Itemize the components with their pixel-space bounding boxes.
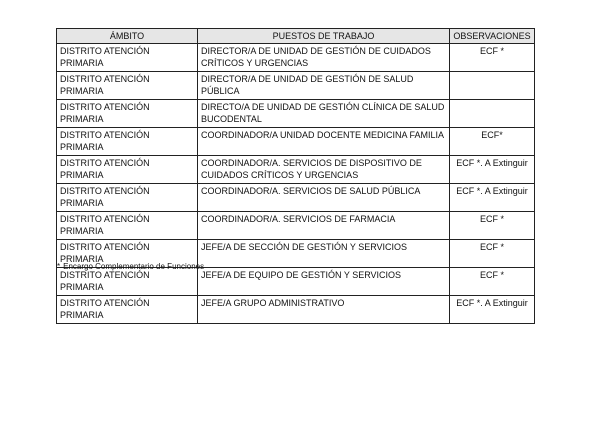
cell-ambito: DISTRITO ATENCIÓN PRIMARIA [57,100,198,128]
cell-ambito: DISTRITO ATENCIÓN PRIMARIA [57,212,198,240]
table-row [57,184,535,212]
cell-puesto: COORDINADOR/A UNIDAD DOCENTE MEDICINA FAMILIA [198,128,450,156]
cell-puesto: JEFE/A DE EQUIPO DE GESTIÓN Y SERVICIOS [198,268,450,296]
footnote [57,262,204,272]
cell-observaciones: ECF *. A Extinguir [450,156,535,184]
table-row [57,128,535,156]
cell-puesto: COORDINADOR/A. SERVICIOS DE SALUD PÚBLICA [198,184,450,212]
cell-observaciones: ECF* [450,128,535,156]
cell-observaciones [450,100,535,128]
table-row [57,156,535,184]
cell-puesto: COORDINADOR/A. SERVICIOS DE FARMACIA [198,212,450,240]
cell-observaciones: ECF *. A Extinguir [450,296,535,324]
cell-ambito: DISTRITO ATENCIÓN PRIMARIA [57,72,198,100]
cell-observaciones: ECF * [450,212,535,240]
cell-ambito: DISTRITO ATENCIÓN PRIMARIA [57,156,198,184]
cell-observaciones: ECF * [450,268,535,296]
cell-observaciones: ECF *. A Extinguir [450,184,535,212]
header-observaciones: OBSERVACIONES [450,29,535,44]
footnote-text: Encargo Complementario de Funciones [63,262,205,271]
footnote-mark: * [57,262,61,271]
cell-observaciones: ECF * [450,44,535,72]
table-row [57,212,535,240]
header-puestos: PUESTOS DE TRABAJO [198,29,450,44]
table-row [57,100,535,128]
cell-ambito: DISTRITO ATENCIÓN PRIMARIA [57,184,198,212]
cell-puesto: COORDINADOR/A. SERVICIOS DE DISPOSITIVO DE CUIDADOS CRÍTICOS Y URGENCIAS [198,156,450,184]
cell-puesto: DIRECTO/A DE UNIDAD DE GESTIÓN CLÍNICA DE SALUD BUCODENTAL [198,100,450,128]
table-row [57,296,535,324]
cell-puesto: DIRECTOR/A DE UNIDAD DE GESTIÓN DE CUIDADOS CRÍTICOS Y URGENCIAS [198,44,450,72]
cell-ambito: DISTRITO ATENCIÓN PRIMARIA [57,268,198,296]
table-row [57,72,535,100]
cell-ambito: DISTRITO ATENCIÓN PRIMARIA [57,128,198,156]
positions-table [56,28,535,324]
cell-observaciones [450,72,535,100]
cell-puesto: DIRECTOR/A DE UNIDAD DE GESTIÓN DE SALUD PÚBLICA [198,72,450,100]
cell-ambito: DISTRITO ATENCIÓN PRIMARIA [57,44,198,72]
table-header-row [57,29,535,44]
header-ambito: ÁMBITO [57,29,198,44]
cell-puesto: JEFE/A DE SECCIÓN DE GESTIÓN Y SERVICIOS [198,240,450,268]
cell-observaciones: ECF * [450,240,535,268]
cell-ambito: DISTRITO ATENCIÓN PRIMARIA [57,296,198,324]
table-row [57,44,535,72]
cell-puesto: JEFE/A GRUPO ADMINISTRATIVO [198,296,450,324]
cell-ambito: DISTRITO ATENCIÓN PRIMARIA [57,240,198,268]
